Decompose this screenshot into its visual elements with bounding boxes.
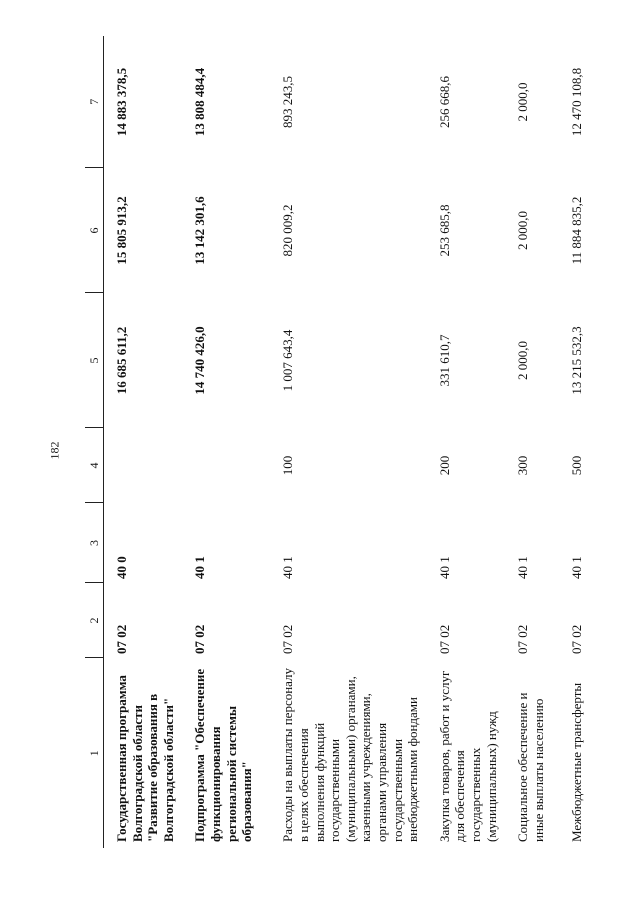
row-value-5: 2 000,0 — [515, 341, 531, 380]
row-name: Межбюджетные трансферты — [569, 682, 585, 842]
row-expense-type: 100 — [280, 455, 296, 476]
row-value-6: 820 009,2 — [280, 204, 296, 257]
row-program: 40 1 — [569, 556, 585, 579]
row-expense-type: 500 — [569, 455, 585, 476]
row-value-6: 2 000,0 — [515, 211, 531, 250]
budget-table — [85, 36, 597, 848]
row-section: 07 02 — [515, 624, 531, 654]
row-section: 07 02 — [192, 624, 208, 654]
row-name: Социальное обеспечение и иные выплаты населению — [515, 692, 546, 842]
row-value-5: 331 610,7 — [436, 334, 452, 387]
row-value-6: 15 805 913,2 — [114, 196, 129, 265]
table-row — [559, 36, 597, 848]
column-number: 6 — [85, 168, 104, 293]
row-expense-type — [104, 428, 183, 503]
row-expense-type: 200 — [436, 455, 452, 476]
row-value-7: 2 000,0 — [515, 82, 531, 122]
column-number-row — [85, 36, 104, 848]
column-number: 3 — [85, 503, 104, 583]
budget-table-rotated — [85, 36, 610, 848]
table-row — [427, 36, 505, 848]
row-value-5: 16 685 611,2 — [114, 326, 129, 395]
row-section: 07 02 — [569, 624, 585, 654]
column-number: 1 — [85, 658, 104, 848]
table-row — [104, 36, 183, 848]
table-row — [270, 36, 426, 848]
row-name: Подпрограмма "Обеспечение функционирования региональной системы образования" — [192, 668, 255, 842]
row-value-6: 11 884 835,2 — [569, 196, 585, 265]
row-name: Закупка товаров, работ и услуг для обеспечения государственных (муниципальных) нужд — [436, 670, 499, 842]
row-section: 07 02 — [436, 624, 452, 654]
row-program: 40 0 — [114, 556, 129, 579]
row-value-7: 893 243,5 — [280, 76, 296, 128]
table-row — [182, 36, 270, 848]
row-program: 40 1 — [280, 556, 296, 579]
row-section: 07 02 — [114, 624, 129, 654]
row-name: Расходы на выплаты персоналу в целях обеспечения выполнения функций государственными (муниципальными) органами, казенными учреждениями, органами управления государственными внебюджетными фондами — [280, 667, 421, 842]
table-row — [505, 36, 559, 848]
row-value-5: 14 740 426,0 — [192, 326, 208, 395]
row-value-7: 14 883 378,5 — [114, 67, 129, 137]
column-number: 5 — [85, 293, 104, 428]
row-value-7: 256 668,6 — [436, 76, 452, 128]
row-expense-type: 300 — [515, 455, 531, 476]
row-value-7: 13 808 484,4 — [192, 67, 208, 137]
row-program: 40 1 — [192, 556, 208, 579]
row-program: 40 1 — [515, 556, 531, 579]
column-number: 4 — [85, 428, 104, 503]
row-value-5: 1 007 643,4 — [280, 329, 296, 392]
row-name: Государственная программа Волгоградской области "Развитие образования в Волгоградской области" — [114, 675, 176, 842]
row-value-6: 253 685,8 — [436, 204, 452, 257]
page-number-text: 182 — [47, 441, 62, 459]
row-program: 40 1 — [436, 556, 452, 579]
row-expense-type — [182, 428, 270, 503]
row-value-5: 13 215 532,3 — [569, 326, 585, 395]
row-value-7: 12 470 108,8 — [569, 67, 585, 137]
column-number: 2 — [85, 583, 104, 658]
column-number: 7 — [85, 36, 104, 168]
row-section: 07 02 — [280, 624, 296, 654]
page-number — [45, 430, 65, 470]
row-value-6: 13 142 301,6 — [192, 196, 208, 265]
